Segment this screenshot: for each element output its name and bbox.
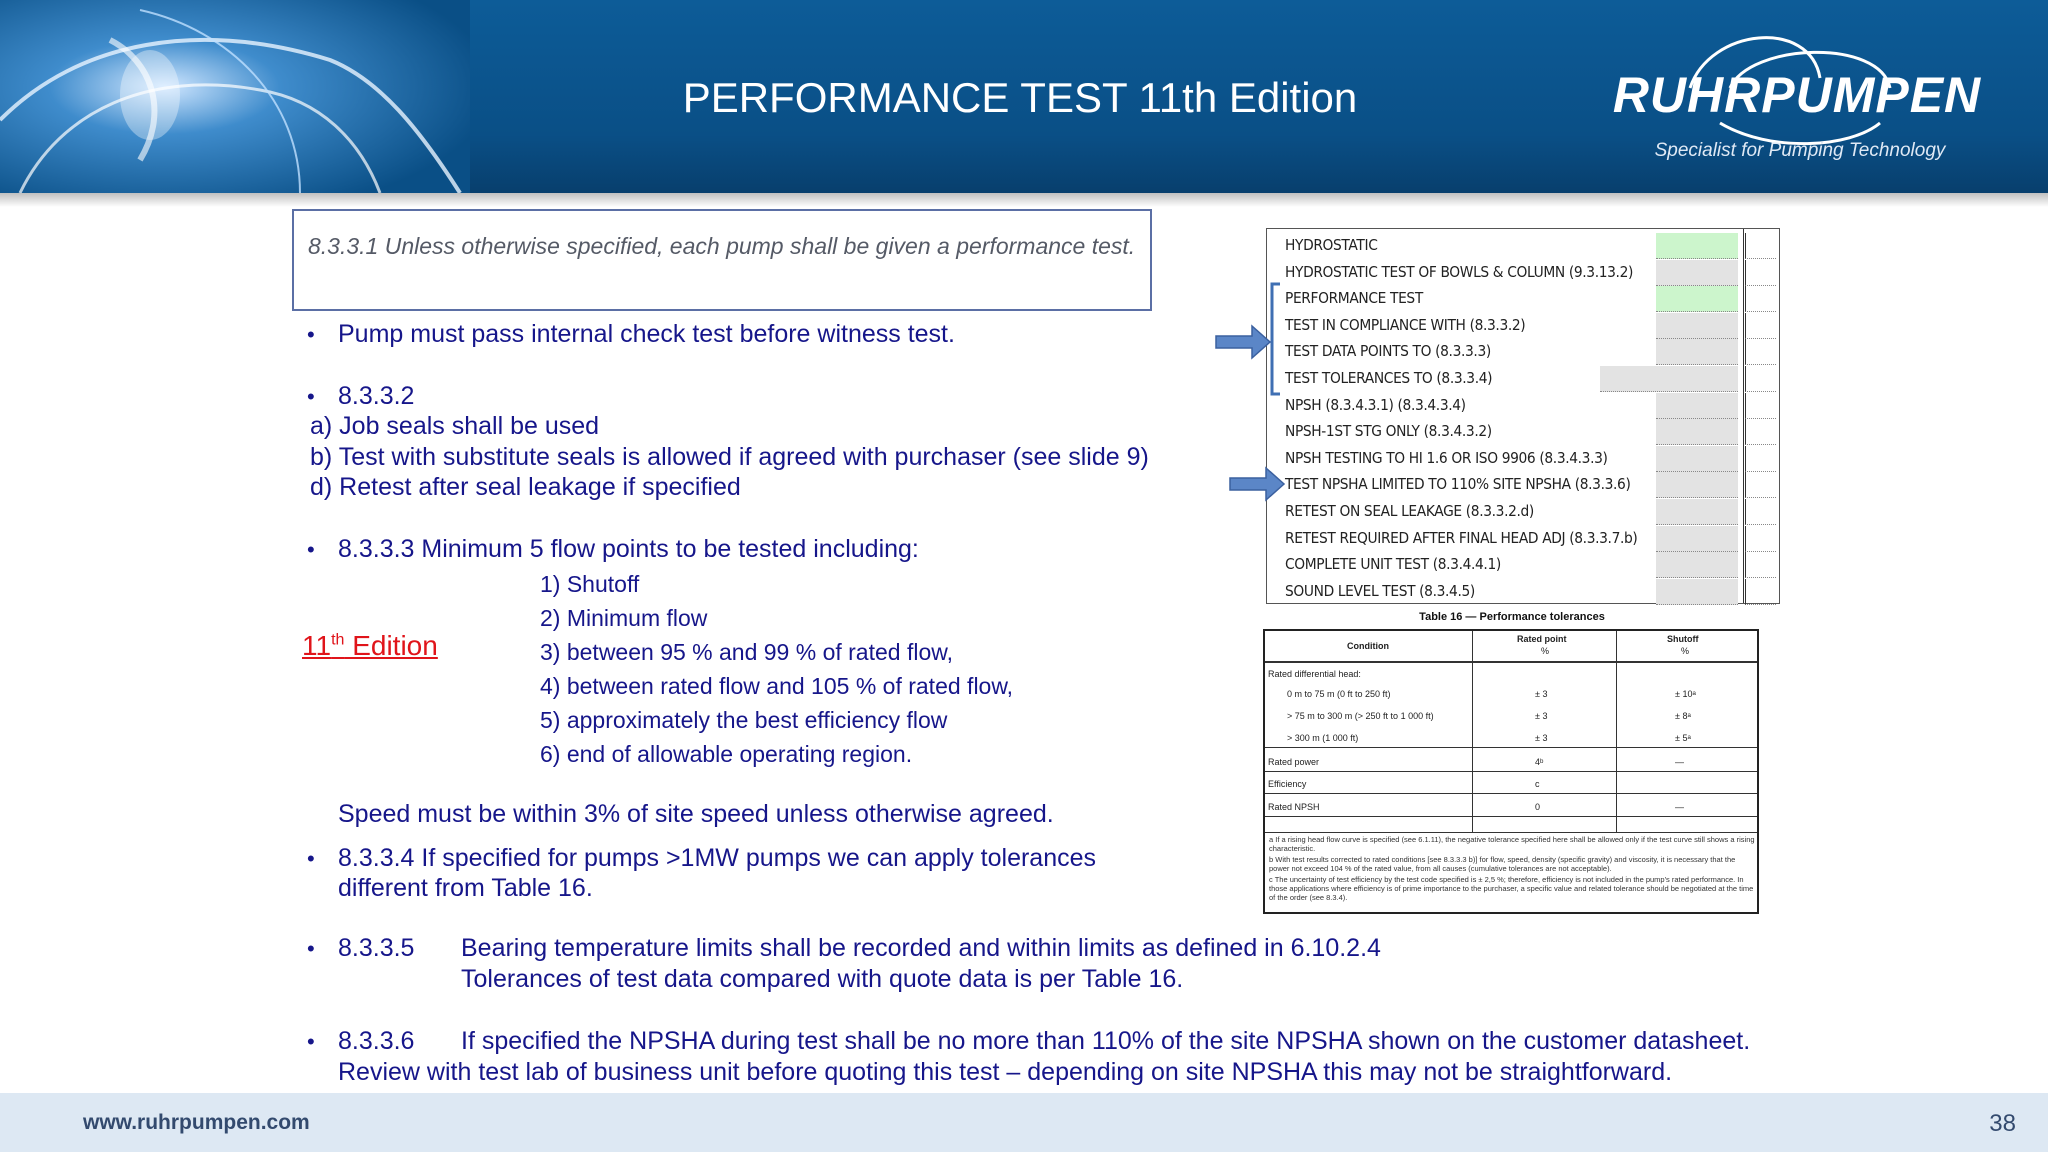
checklist-check-cell[interactable] [1745,286,1776,312]
bullet-glyph: • [307,846,315,871]
tolerance-rated-value: c [1535,779,1540,789]
tolerance-rated-value: ± 3 [1535,689,1548,699]
callout-arrows [1210,280,1290,510]
flow-point-item: 1) Shutoff [540,571,640,597]
checklist-check-cell[interactable] [1745,419,1776,445]
slide-header [0,0,2048,193]
checklist-check-cell[interactable] [1745,552,1776,578]
seal-item-b: b) Test with substitute seals is allowed if agreed with purchaser (see slide 9) [310,443,1149,471]
table-row-line [1265,793,1757,794]
table-row-line [1265,747,1757,748]
tolerance-condition: > 75 m to 300 m (> 250 ft to 1 000 ft) [1287,711,1434,721]
flow-point-item: 3) between 95 % and 99 % of rated flow, [540,639,953,665]
table-row-line [1265,816,1757,817]
slide-title: PERFORMANCE TEST 11th Edition [682,74,1358,121]
checklist-check-cell[interactable] [1745,339,1776,365]
checklist-check-cell[interactable] [1745,499,1776,525]
bullet-glyph: • [307,1029,315,1054]
arrow-right-icon [1230,468,1284,500]
tolerance-table-title: Table 16 — Performance tolerances [1419,611,1605,623]
checklist-item: NPSH TESTING TO HI 1.6 OR ISO 9906 (8.3.4.3.3) [1285,448,1608,467]
bullet-check-test: Pump must pass internal check test before witness test. [338,320,955,348]
bullet-glyph: • [307,537,315,562]
table-footnote: c The uncertainty of test efficiency by the test code specified is ± 2,5 %; therefore, efficiency is not included in the pump's rated performance. In those applications where efficiency is of prime importance to the purchaser, a specific value and related tolerance should be negotiated at the time of the order (see 8.3.4). [1269,875,1754,902]
header-shadow [0,193,2048,207]
checklist-item: TEST TOLERANCES TO (8.3.3.4) [1285,369,1493,387]
checklist-item: RETEST REQUIRED AFTER FINAL HEAD ADJ (8.3.3.7.b) [1285,528,1638,547]
table-header-line [1265,661,1757,663]
checklist-check-cell[interactable] [1745,313,1776,339]
col-header-condition: Condition [1347,641,1389,651]
group-label: Rated differential head: [1268,669,1361,679]
decorative-swirl-image [0,0,470,193]
footer-url: www.ruhrpumpen.com [83,1111,310,1134]
checklist-input-cell[interactable] [1656,286,1738,312]
checklist-check-cell[interactable] [1745,260,1776,286]
tolerance-condition: 0 m to 75 m (0 ft to 250 ft) [1287,689,1391,699]
logo-tagline: Specialist for Pumping Technology [1654,140,1946,161]
section-8-3-3-5-line1: Bearing temperature limits shall be recorded and within limits as defined in 6.10.2.4 [461,934,1381,962]
checklist-check-cell[interactable] [1745,472,1776,498]
section-8-3-3-6-number: 8.3.3.6 [338,1027,415,1055]
tolerance-condition: Rated NPSH [1268,802,1320,812]
logo-wordmark: RUHRPUMPEN [1612,67,1982,123]
slide-footer [0,1093,2048,1152]
col-header-rated-point: Rated point [1517,634,1567,644]
checklist-input-cell[interactable] [1656,233,1738,259]
col-header-shutoff: Shutoff [1667,634,1699,644]
section-8-3-3-5-line2: Tolerances of test data compared with quote data is per Table 16. [461,965,1184,993]
bullet-glyph: • [307,384,315,409]
section-8-3-3-4-line2: different from Table 16. [338,874,593,902]
seal-item-d: d) Retest after seal leakage if specified [310,473,741,501]
checklist-divider [1743,229,1744,603]
col-header-unit: % [1681,646,1690,656]
table-footnote: a If a rising head flow curve is specified (see 6.1.11), the negative tolerance specified here shall be allowed only if the test curve still shows a rising characteristic. [1269,835,1755,853]
checklist-check-cell[interactable] [1745,393,1776,419]
checklist-input-cell[interactable] [1656,313,1738,339]
checklist-item: NPSH (8.3.4.3.1) (8.3.4.3.4) [1285,395,1466,414]
checklist-input-cell[interactable] [1656,552,1738,578]
checklist-input-cell[interactable] [1656,446,1738,472]
arrow-right-icon [1216,326,1270,358]
checklist-input-cell[interactable] [1656,472,1738,498]
checklist-input-cell[interactable] [1656,339,1738,365]
tolerance-rated-value: ± 3 [1535,733,1548,743]
checklist-item: TEST DATA POINTS TO (8.3.3.3) [1285,342,1491,361]
checklist-item: COMPLETE UNIT TEST (8.3.4.4.1) [1285,555,1501,574]
ruhrpumpen-logo [1580,18,2020,178]
checklist-check-cell[interactable] [1745,579,1776,605]
flow-point-item: 4) between rated flow and 105 % of rated flow, [540,673,1014,699]
spec-quote-box: 8.3.3.1 Unless otherwise specified, each pump shall be given a performance test. [292,209,1152,311]
speed-note: Speed must be within 3% of site speed unless otherwise agreed. [338,800,1054,828]
section-8-3-3-3-heading: 8.3.3.3 Minimum 5 flow points to be tested including: [338,535,919,563]
checklist-item: TEST IN COMPLIANCE WITH (8.3.3.2) [1285,315,1526,334]
section-8-3-3-6-line1: If specified the NPSHA during test shall be no more than 110% of the site NPSHA shown on the customer datasheet. [461,1027,1751,1055]
section-8-3-3-6-line2: Review with test lab of business unit before quoting this test – depending on site NPSHA this may not be straightforward. [338,1058,1673,1086]
checklist-item: RETEST ON SEAL LEAKAGE (8.3.3.2.d) [1285,502,1534,520]
section-8-3-3-4-line1: 8.3.3.4 If specified for pumps >1MW pumps we can apply tolerances [338,844,1097,872]
tolerance-shutoff-value: ± 10ᵃ [1675,689,1696,699]
checklist-input-cell[interactable] [1656,419,1738,445]
tolerance-shutoff-value: ± 5ᵃ [1675,733,1691,743]
checklist-item: HYDROSTATIC [1285,236,1378,254]
flow-point-item: 2) Minimum flow [540,605,708,631]
flow-point-item: 6) end of allowable operating region. [540,741,913,767]
checklist-input-cell[interactable] [1656,499,1738,525]
table-footnote: b With test results corrected to rated conditions [see 8.3.3.3 b)] for flow, speed, density (specific gravity) and viscosity, it is necessary that the power not exceed 104 % of the rated value, from all causes (cumulative tolerances are not acceptable). [1269,855,1736,873]
checklist-input-cell[interactable] [1656,579,1738,605]
table-row-line [1265,771,1757,772]
tolerance-rated-value: 4ᵇ [1535,757,1544,767]
datasheet-checklist [1266,228,1780,604]
tolerance-condition: > 300 m (1 000 ft) [1287,733,1359,743]
checklist-check-cell[interactable] [1745,526,1776,552]
checklist-input-cell[interactable] [1656,526,1738,552]
table-footnote-line [1265,832,1757,833]
tolerance-rated-value: ± 3 [1535,711,1548,721]
bullet-glyph: • [307,936,315,961]
checklist-item: SOUND LEVEL TEST (8.3.4.5) [1285,581,1475,600]
tolerance-shutoff-value: ± 8ᵃ [1675,711,1691,721]
section-8-3-3-2-heading: 8.3.3.2 [338,382,415,410]
bracket-icon [1272,284,1280,394]
checklist-item: PERFORMANCE TEST [1285,289,1423,308]
checklist-input-cell[interactable] [1600,366,1738,392]
tolerance-rated-value: 0 [1535,802,1541,812]
eleventh-edition-label: 11th Edition [302,630,438,661]
tolerance-shutoff-value: — [1675,802,1684,812]
checklist-check-cell[interactable] [1745,366,1776,392]
tolerance-condition: Rated power [1268,757,1320,767]
checklist-check-cell[interactable] [1745,233,1776,259]
tolerance-shutoff-value: — [1675,757,1684,767]
bullet-glyph: • [307,322,315,347]
tolerance-table [1263,629,1759,914]
section-8-3-3-5-number: 8.3.3.5 [338,934,415,962]
checklist-input-cell[interactable] [1656,260,1738,286]
checklist-item: TEST NPSHA LIMITED TO 110% SITE NPSHA (8.3.3.6) [1285,475,1631,494]
checklist-check-cell[interactable] [1745,446,1776,472]
checklist-item: NPSH-1ST STG ONLY (8.3.4.3.2) [1285,422,1492,441]
page-number: 38 [1989,1110,2016,1137]
flow-point-item: 5) approximately the best efficiency flow [540,707,948,733]
checklist-item: HYDROSTATIC TEST OF BOWLS & COLUMN (9.3.13.2) [1285,262,1634,281]
tolerance-condition: Efficiency [1268,779,1307,789]
seal-item-a: a) Job seals shall be used [310,412,600,440]
col-header-unit: % [1541,646,1550,656]
checklist-input-cell[interactable] [1656,393,1738,419]
